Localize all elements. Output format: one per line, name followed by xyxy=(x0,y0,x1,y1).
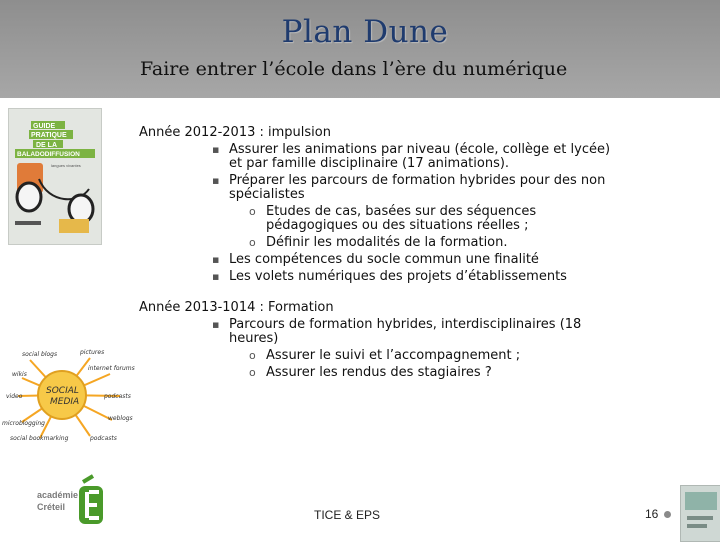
year2-subbullet-1: o Assurer le suivi et l’accompagnement ; xyxy=(139,349,659,363)
year1-bullet-2-line2: spécialistes xyxy=(229,187,305,202)
social-label-9: social bookmarking xyxy=(10,435,69,442)
year1-bullet-4: ▪ Les volets numériques des projets d’établissements xyxy=(139,270,659,284)
slide-subtitle: Faire entrer l’école dans l’ère du numérique xyxy=(140,58,568,80)
page-dot-icon xyxy=(664,511,671,518)
year1-subbullet-1-line2: pédagogiques ou des situations réelles ; xyxy=(266,218,529,233)
year1-bullet-3: ▪ Les compétences du socle commun une finalité xyxy=(139,253,659,267)
year1-bullet-1-line1: ▪ Assurer les animations par niveau (école, collège et lycée) xyxy=(229,142,611,157)
social-word-1: SOCIAL xyxy=(46,386,79,396)
footer-text: TICE & EPS xyxy=(314,508,381,522)
year1-subbullet-1 xyxy=(139,205,659,233)
year2-bullet-1 xyxy=(139,318,659,346)
social-label-2: pictures xyxy=(80,349,105,356)
academie-logo xyxy=(33,474,109,528)
social-word-2: MEDIA xyxy=(50,397,80,407)
social-label-8: microblogging xyxy=(2,420,45,427)
year2-subbullet-2: o Assurer les rendus des stagiaires ? xyxy=(139,366,659,380)
social-label-4: internet forums xyxy=(88,365,135,372)
year1-subbullet-1-line1: o Etudes de cas, basées sur des séquences xyxy=(266,204,537,219)
guide-word-3: DE LA xyxy=(36,142,57,149)
social-media-image xyxy=(0,340,138,455)
social-label-5: video xyxy=(6,393,23,400)
academie-word-2: Créteil xyxy=(37,502,66,512)
year2-heading: Année 2013-1014 : Formation xyxy=(139,300,334,315)
academie-word-1: académie xyxy=(37,490,79,500)
social-label-10: podcasts xyxy=(90,435,117,442)
guide-word-5: langues vivantes xyxy=(51,163,81,168)
slide-body xyxy=(139,124,659,380)
guide-word-2: PRATIQUE xyxy=(31,132,67,139)
year2-bullet-1-line1: ▪ Parcours de formation hybrides, interdisciplinaires (18 xyxy=(229,317,582,332)
social-label-1: social blogs xyxy=(22,351,58,358)
year1-subbullet-2: o Définir les modalités de la formation. xyxy=(139,236,659,250)
corner-thumbnail-image xyxy=(680,485,720,542)
year1-bullet-1-line2: et par famille disciplinaire (17 animations). xyxy=(229,156,510,171)
year1-bullet-2 xyxy=(139,174,659,202)
guide-book-cover-image xyxy=(8,108,102,245)
social-label-6: podcasts xyxy=(104,393,131,400)
year1-bullet-1 xyxy=(139,143,659,171)
page-number: 16 xyxy=(645,507,659,521)
year2-bullet-1-line2: heures) xyxy=(229,331,279,346)
year1-bullet-2-line1: ▪ Préparer les parcours de formation hybrides pour des non xyxy=(229,173,606,188)
guide-word-4: BALADODIFFUSION xyxy=(17,151,80,158)
social-label-3: wikis xyxy=(12,371,27,378)
social-label-7: weblogs xyxy=(108,415,133,422)
guide-word-1: GUIDE xyxy=(33,123,56,130)
year1-heading: Année 2012-2013 : impulsion xyxy=(139,125,331,140)
slide-title: Plan Dune xyxy=(281,14,449,50)
